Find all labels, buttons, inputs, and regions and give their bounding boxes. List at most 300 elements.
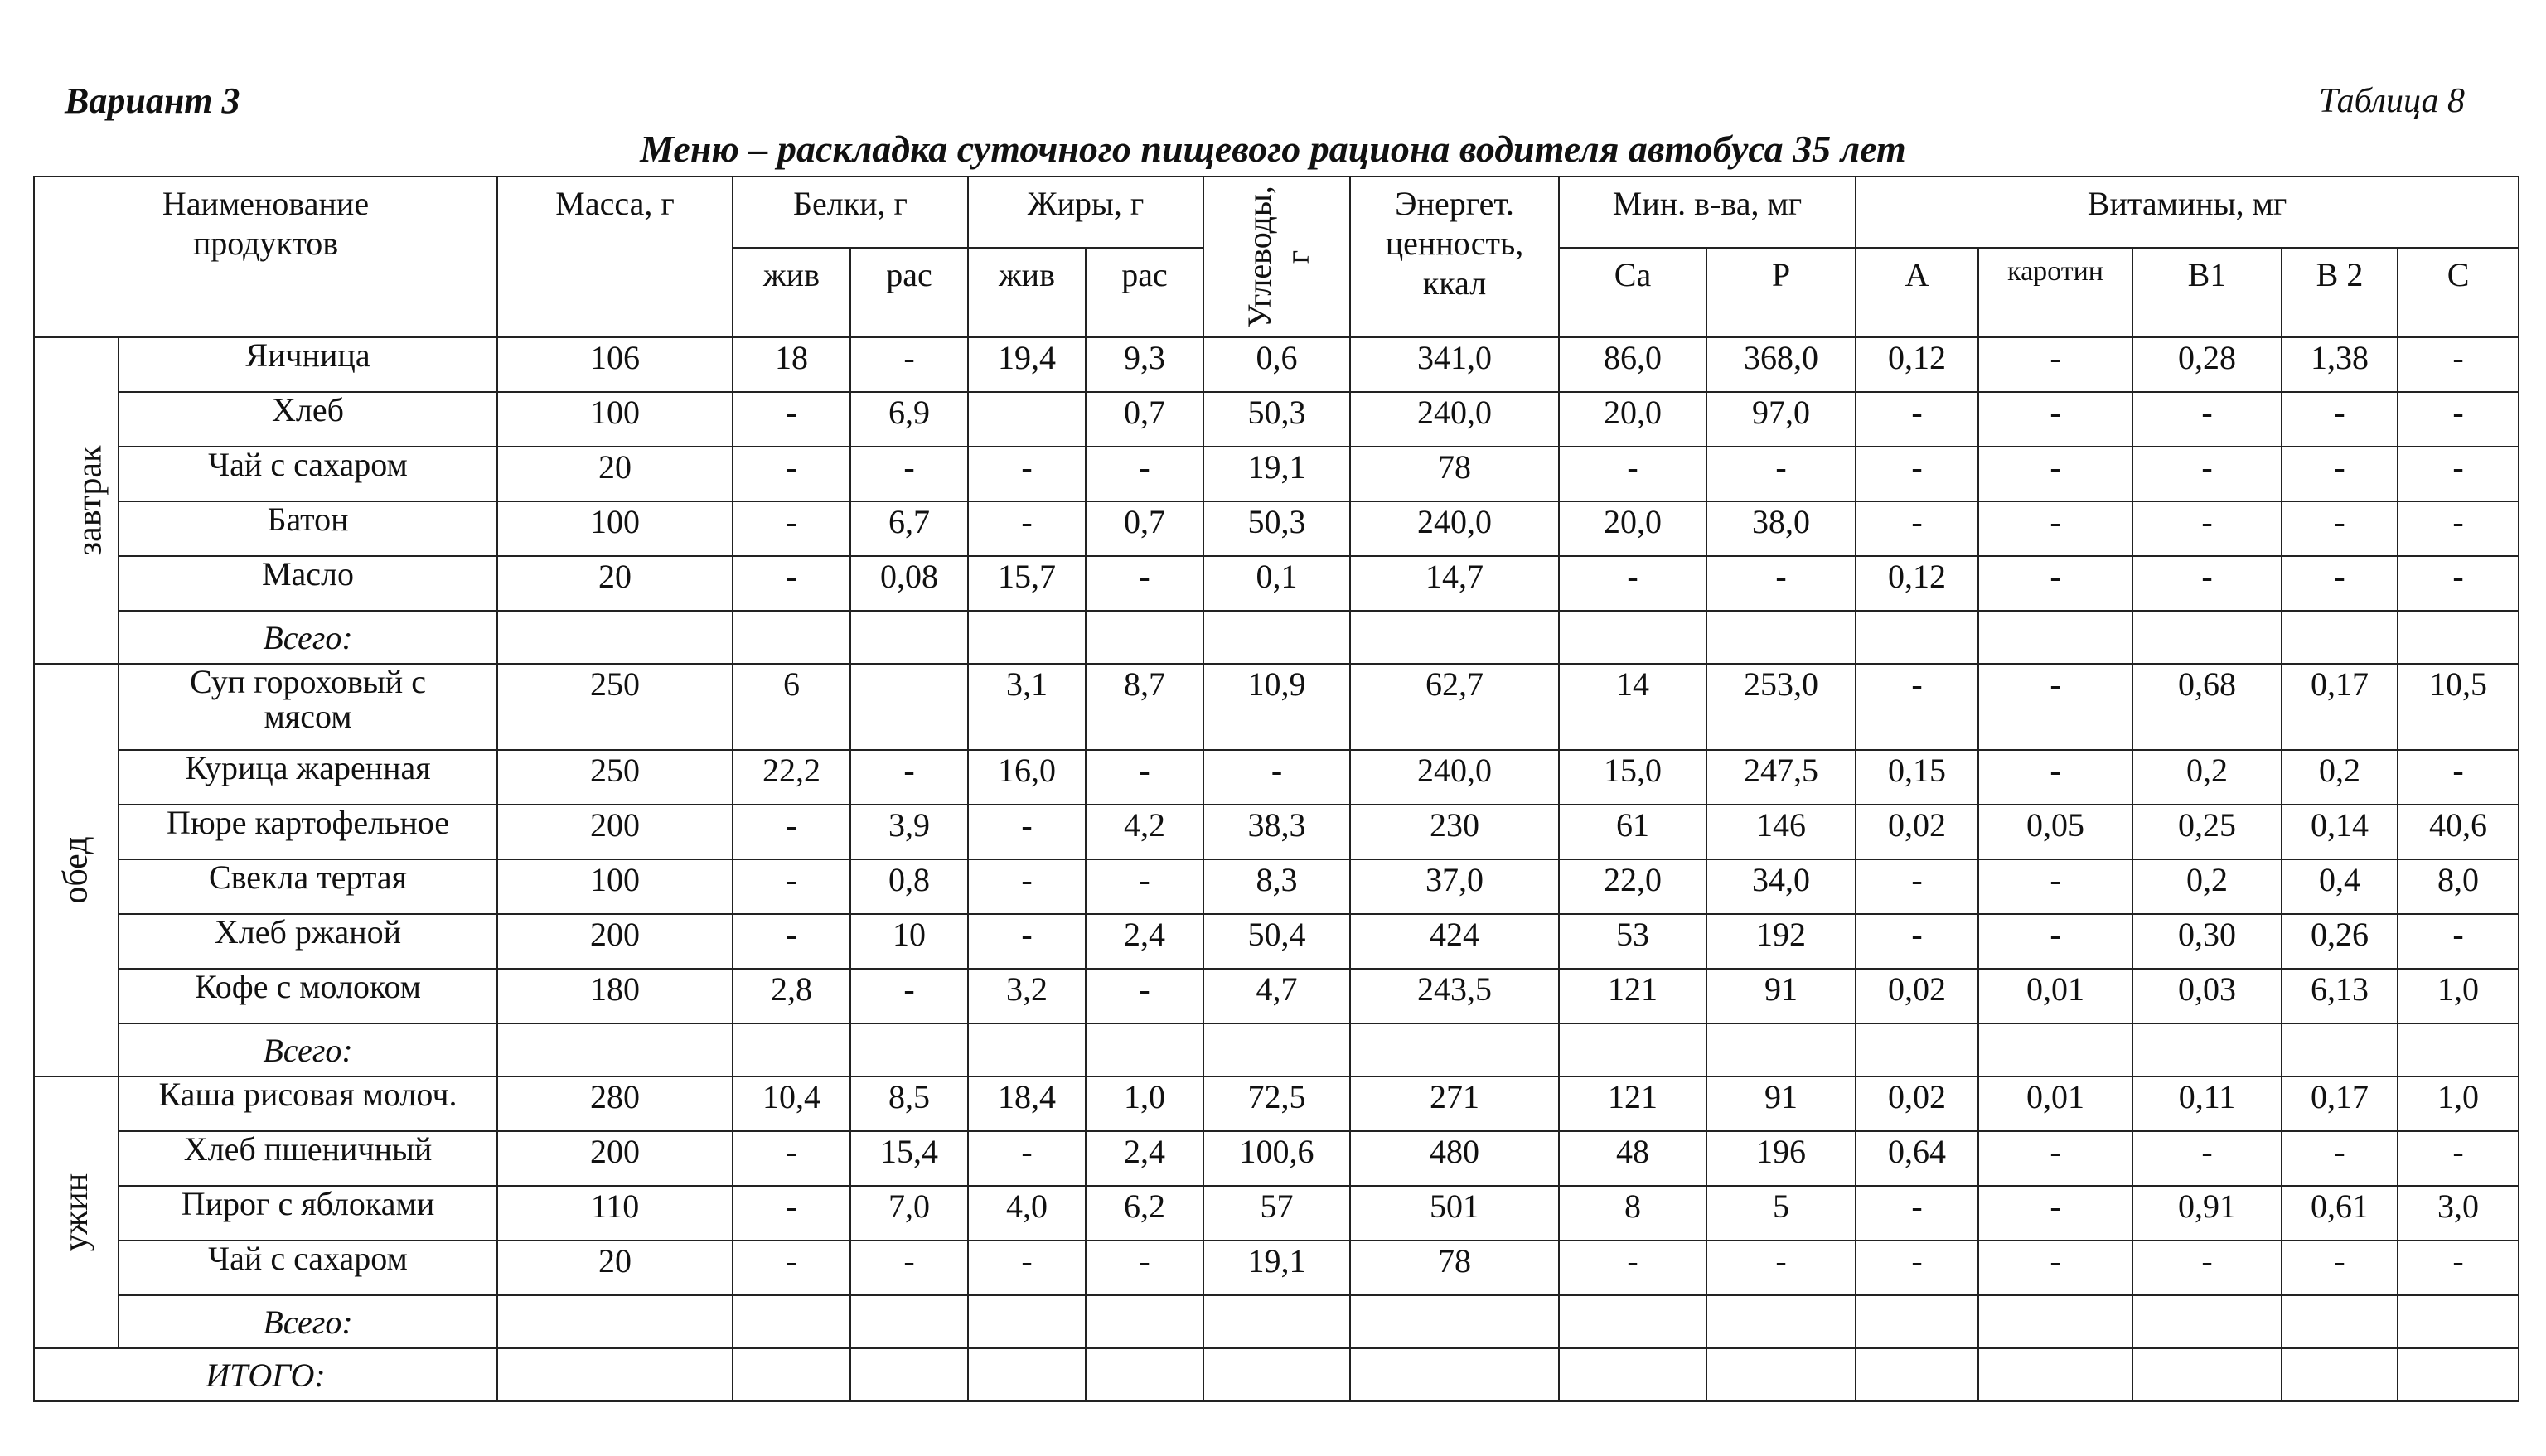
cell-carotene: 0,05 (1978, 805, 2132, 859)
cell-carotene: - (1978, 750, 2132, 805)
product-name: Кофе с молоком (119, 969, 497, 1023)
cell-vit-b1: 0,2 (2132, 750, 2282, 805)
cell-carotene: - (1978, 501, 2132, 556)
subtotal-label: Всего: (119, 1023, 497, 1076)
cell-energy: 37,0 (1350, 859, 1559, 914)
cell-carotene: 0,01 (1978, 1076, 2132, 1131)
product-name: Пюре картофельное (119, 805, 497, 859)
col-mass-header: Масса, г (497, 177, 733, 337)
table-row (34, 805, 2519, 859)
subtotal-cell (1350, 611, 1559, 664)
cell-protein-plant: 3,9 (850, 805, 968, 859)
cell-fat-animal: 3,1 (968, 664, 1086, 750)
cell-vit-b2: 0,2 (2282, 750, 2398, 805)
subtotal-cell (1978, 1023, 2132, 1076)
cell-carotene: - (1978, 337, 2132, 392)
subtotal-cell (850, 611, 968, 664)
cell-mass: 110 (497, 1186, 733, 1241)
cell-carbs: 10,9 (1203, 664, 1350, 750)
grand-total-cell (1978, 1348, 2132, 1401)
cell-vit-a: 0,02 (1856, 1076, 1978, 1131)
subtotal-cell (2398, 611, 2519, 664)
cell-ca: 20,0 (1559, 392, 1706, 447)
cell-energy: 240,0 (1350, 750, 1559, 805)
cell-protein-plant: 0,08 (850, 556, 968, 611)
cell-energy: 78 (1350, 447, 1559, 501)
grand-total-cell (2282, 1348, 2398, 1401)
meal-label (34, 337, 119, 664)
cell-p: 5 (1706, 1186, 1856, 1241)
table-row (34, 664, 2519, 750)
cell-vit-c: - (2398, 1131, 2519, 1186)
subtotal-cell (850, 1023, 968, 1076)
cell-p: - (1706, 1241, 1856, 1295)
product-name: Масло (119, 556, 497, 611)
cell-protein-animal: - (733, 501, 850, 556)
cell-ca: 121 (1559, 969, 1706, 1023)
cell-vit-c: 8,0 (2398, 859, 2519, 914)
cell-mass: 20 (497, 447, 733, 501)
sub-ca: Ca (1559, 248, 1706, 337)
cell-ca: 22,0 (1559, 859, 1706, 914)
grand-total-cell (1706, 1348, 1856, 1401)
product-name: Пирог с яблоками (119, 1186, 497, 1241)
cell-mass: 20 (497, 556, 733, 611)
cell-ca: 8 (1559, 1186, 1706, 1241)
subtotal-cell (1706, 1295, 1856, 1348)
cell-ca: - (1559, 1241, 1706, 1295)
cell-mass: 280 (497, 1076, 733, 1131)
subtotal-cell (2132, 1295, 2282, 1348)
cell-ca: - (1559, 447, 1706, 501)
cell-ca: 15,0 (1559, 750, 1706, 805)
product-name: Чай с сахаром (119, 447, 497, 501)
subtotal-cell (1978, 1295, 2132, 1348)
cell-mass: 200 (497, 1131, 733, 1186)
cell-vit-b2: 0,4 (2282, 859, 2398, 914)
cell-carbs: 50,3 (1203, 501, 1350, 556)
cell-carbs: 50,3 (1203, 392, 1350, 447)
product-name: Чай с сахаром (119, 1241, 497, 1295)
cell-vit-a: - (1856, 859, 1978, 914)
subtotal-cell (2282, 1295, 2398, 1348)
cell-vit-c: 1,0 (2398, 969, 2519, 1023)
table-row (34, 969, 2519, 1023)
table-row (34, 750, 2519, 805)
cell-protein-animal: 10,4 (733, 1076, 850, 1131)
sub-fat-plant: рас (1086, 248, 1203, 337)
cell-fat-plant: - (1086, 1241, 1203, 1295)
cell-p: 146 (1706, 805, 1856, 859)
cell-carbs: 72,5 (1203, 1076, 1350, 1131)
cell-vit-b2: - (2282, 1131, 2398, 1186)
cell-fat-animal: 16,0 (968, 750, 1086, 805)
cell-ca: 14 (1559, 664, 1706, 750)
table-row (34, 859, 2519, 914)
cell-vit-b2: 0,26 (2282, 914, 2398, 969)
table-row (34, 1241, 2519, 1295)
cell-fat-plant: 9,3 (1086, 337, 1203, 392)
sub-protein-plant: рас (850, 248, 968, 337)
product-name: Хлеб (119, 392, 497, 447)
cell-ca: 20,0 (1559, 501, 1706, 556)
cell-protein-animal: - (733, 447, 850, 501)
cell-vit-c: - (2398, 392, 2519, 447)
cell-mass: 100 (497, 859, 733, 914)
subtotal-cell (1203, 1023, 1350, 1076)
cell-vit-b1: 0,2 (2132, 859, 2282, 914)
cell-fat-plant: 6,2 (1086, 1186, 1203, 1241)
cell-energy: 243,5 (1350, 969, 1559, 1023)
cell-fat-animal: - (968, 1131, 1086, 1186)
sub-vit-b2: B 2 (2282, 248, 2398, 337)
cell-vit-b2: 1,38 (2282, 337, 2398, 392)
cell-mass: 100 (497, 392, 733, 447)
subtotal-cell (1350, 1295, 1559, 1348)
product-name: Хлеб пшеничный (119, 1131, 497, 1186)
cell-fat-animal: 18,4 (968, 1076, 1086, 1131)
cell-protein-plant: 10 (850, 914, 968, 969)
subtotal-cell (1559, 611, 1706, 664)
cell-energy: 240,0 (1350, 501, 1559, 556)
subtotal-cell (1350, 1023, 1559, 1076)
table-row (34, 1186, 2519, 1241)
cell-mass: 250 (497, 750, 733, 805)
cell-vit-b2: - (2282, 1241, 2398, 1295)
table-row (34, 337, 2519, 392)
cell-p: - (1706, 447, 1856, 501)
variant-title: Вариант 3 (65, 80, 240, 121)
cell-p: 91 (1706, 1076, 1856, 1131)
cell-protein-plant: 6,9 (850, 392, 968, 447)
col-fat-header: Жиры, г (968, 177, 1203, 248)
subtotal-cell (1856, 1023, 1978, 1076)
product-name: Каша рисовая молоч. (119, 1076, 497, 1131)
cell-fat-plant: 0,7 (1086, 501, 1203, 556)
cell-energy: 62,7 (1350, 664, 1559, 750)
subtotal-cell (1203, 611, 1350, 664)
cell-p: 38,0 (1706, 501, 1856, 556)
subtotal-cell (1978, 611, 2132, 664)
subtotal-cell (733, 1023, 850, 1076)
cell-protein-plant: - (850, 447, 968, 501)
cell-fat-animal (968, 392, 1086, 447)
cell-fat-animal: - (968, 859, 1086, 914)
subtotal-cell (1856, 1295, 1978, 1348)
cell-protein-plant: 6,7 (850, 501, 968, 556)
cell-carotene: - (1978, 664, 2132, 750)
cell-protein-plant (850, 664, 968, 750)
subtotal-cell (2132, 611, 2282, 664)
cell-vit-a: - (1856, 392, 1978, 447)
cell-vit-a: 0,02 (1856, 805, 1978, 859)
cell-p: 91 (1706, 969, 1856, 1023)
cell-mass: 200 (497, 914, 733, 969)
cell-vit-b1: 0,28 (2132, 337, 2282, 392)
cell-mass: 250 (497, 664, 733, 750)
cell-energy: 240,0 (1350, 392, 1559, 447)
cell-vit-a: 0,64 (1856, 1131, 1978, 1186)
subtotal-cell (2282, 611, 2398, 664)
cell-p: 34,0 (1706, 859, 1856, 914)
product-name: Батон (119, 501, 497, 556)
cell-protein-animal: 2,8 (733, 969, 850, 1023)
cell-vit-b2: 0,17 (2282, 664, 2398, 750)
meal-label-text: завтрак (70, 445, 109, 556)
cell-fat-animal: - (968, 447, 1086, 501)
cell-protein-animal: - (733, 859, 850, 914)
subtotal-cell (1086, 611, 1203, 664)
grand-total-cell (2398, 1348, 2519, 1401)
cell-protein-plant: - (850, 1241, 968, 1295)
cell-fat-plant: 0,7 (1086, 392, 1203, 447)
subtotal-label: Всего: (119, 611, 497, 664)
grand-total-cell (1086, 1348, 1203, 1401)
grand-total-label: ИТОГО: (34, 1348, 497, 1401)
cell-vit-a: - (1856, 1241, 1978, 1295)
sub-vit-b1: B1 (2132, 248, 2282, 337)
cell-carotene: - (1978, 1186, 2132, 1241)
cell-vit-b2: 0,14 (2282, 805, 2398, 859)
cell-vit-a: - (1856, 664, 1978, 750)
cell-carbs: 4,7 (1203, 969, 1350, 1023)
cell-fat-plant: - (1086, 750, 1203, 805)
table-row (34, 392, 2519, 447)
cell-vit-b2: 0,17 (2282, 1076, 2398, 1131)
cell-vit-b2: - (2282, 556, 2398, 611)
table-number: Таблица 8 (2318, 82, 2465, 120)
cell-fat-plant: 4,2 (1086, 805, 1203, 859)
subtotal-cell (733, 611, 850, 664)
cell-ca: - (1559, 556, 1706, 611)
cell-mass: 106 (497, 337, 733, 392)
table-header (34, 177, 2519, 337)
subtotal-cell (2132, 1023, 2282, 1076)
product-name: Курица жаренная (119, 750, 497, 805)
cell-mass: 100 (497, 501, 733, 556)
grand-total-row (34, 1348, 2519, 1401)
cell-carbs: 0,1 (1203, 556, 1350, 611)
cell-protein-plant: - (850, 969, 968, 1023)
product-name: Свекла тертая (119, 859, 497, 914)
cell-vit-a: - (1856, 447, 1978, 501)
cell-protein-animal: - (733, 1131, 850, 1186)
cell-vit-a: 0,12 (1856, 556, 1978, 611)
cell-vit-b1: 0,11 (2132, 1076, 2282, 1131)
subtotal-cell (497, 611, 733, 664)
cell-fat-plant: - (1086, 969, 1203, 1023)
grand-total-cell (497, 1348, 733, 1401)
cell-carbs: - (1203, 750, 1350, 805)
cell-carbs: 50,4 (1203, 914, 1350, 969)
cell-vit-b1: 0,68 (2132, 664, 2282, 750)
cell-protein-animal: - (733, 1186, 850, 1241)
cell-protein-animal: 18 (733, 337, 850, 392)
cell-p: 196 (1706, 1131, 1856, 1186)
cell-vit-b1: - (2132, 501, 2282, 556)
cell-vit-b1: 0,03 (2132, 969, 2282, 1023)
cell-fat-animal: 15,7 (968, 556, 1086, 611)
cell-protein-animal: - (733, 1241, 850, 1295)
subtotal-cell (1559, 1023, 1706, 1076)
cell-carotene: - (1978, 447, 2132, 501)
cell-carotene: - (1978, 914, 2132, 969)
cell-vit-b1: - (2132, 447, 2282, 501)
col-vitamins-header: Витамины, мг (1856, 177, 2519, 248)
subtotal-cell (2282, 1023, 2398, 1076)
col-name-header: Наименование продуктов (34, 177, 497, 337)
subtotal-cell (850, 1295, 968, 1348)
cell-p: - (1706, 556, 1856, 611)
cell-protein-animal: - (733, 556, 850, 611)
sub-protein-animal: жив (733, 248, 850, 337)
cell-vit-b1: - (2132, 1241, 2282, 1295)
cell-carbs: 100,6 (1203, 1131, 1350, 1186)
cell-ca: 86,0 (1559, 337, 1706, 392)
cell-protein-plant: 15,4 (850, 1131, 968, 1186)
sub-vit-a: A (1856, 248, 1978, 337)
cell-fat-animal: - (968, 1241, 1086, 1295)
grand-total-cell (1350, 1348, 1559, 1401)
cell-vit-b2: 0,61 (2282, 1186, 2398, 1241)
cell-protein-plant: 0,8 (850, 859, 968, 914)
cell-ca: 48 (1559, 1131, 1706, 1186)
cell-vit-b1: - (2132, 556, 2282, 611)
col-minerals-header: Мин. в-ва, мг (1559, 177, 1856, 248)
cell-carotene: 0,01 (1978, 969, 2132, 1023)
cell-carotene: - (1978, 392, 2132, 447)
subtotal-row (34, 611, 2519, 664)
subtotal-cell (2398, 1023, 2519, 1076)
cell-vit-c: 1,0 (2398, 1076, 2519, 1131)
cell-fat-plant: - (1086, 859, 1203, 914)
cell-fat-plant: 1,0 (1086, 1076, 1203, 1131)
cell-vit-a: 0,12 (1856, 337, 1978, 392)
subtotal-cell (733, 1295, 850, 1348)
cell-protein-plant: 8,5 (850, 1076, 968, 1131)
meal-label-text: ужин (56, 1173, 95, 1252)
cell-p: 192 (1706, 914, 1856, 969)
cell-energy: 14,7 (1350, 556, 1559, 611)
cell-vit-c: - (2398, 501, 2519, 556)
meal-label-text: обед (57, 836, 95, 904)
cell-vit-b2: - (2282, 501, 2398, 556)
sub-p: P (1706, 248, 1856, 337)
cell-mass: 180 (497, 969, 733, 1023)
cell-p: 253,0 (1706, 664, 1856, 750)
col-carbs-header: Углеводы, г (1203, 177, 1350, 337)
grand-total-cell (968, 1348, 1086, 1401)
cell-energy: 341,0 (1350, 337, 1559, 392)
cell-mass: 20 (497, 1241, 733, 1295)
cell-carbs: 0,6 (1203, 337, 1350, 392)
cell-carbs: 57 (1203, 1186, 1350, 1241)
cell-energy: 480 (1350, 1131, 1559, 1186)
col-protein-header: Белки, г (733, 177, 968, 248)
cell-fat-animal: - (968, 914, 1086, 969)
grand-total-cell (850, 1348, 968, 1401)
subtotal-row (34, 1295, 2519, 1348)
cell-protein-animal: - (733, 805, 850, 859)
subtotal-cell (497, 1023, 733, 1076)
cell-mass: 200 (497, 805, 733, 859)
cell-fat-animal: - (968, 501, 1086, 556)
subtotal-cell (497, 1295, 733, 1348)
grand-total-cell (1203, 1348, 1350, 1401)
subtotal-cell (1086, 1295, 1203, 1348)
ration-table (33, 176, 2519, 1402)
cell-protein-animal: - (733, 392, 850, 447)
cell-vit-b2: 6,13 (2282, 969, 2398, 1023)
product-name: Хлеб ржаной (119, 914, 497, 969)
cell-vit-b1: - (2132, 1131, 2282, 1186)
subtotal-cell (1203, 1295, 1350, 1348)
subtotal-cell (2398, 1295, 2519, 1348)
subtotal-cell (968, 1023, 1086, 1076)
cell-vit-c: - (2398, 914, 2519, 969)
cell-p: 97,0 (1706, 392, 1856, 447)
sub-carotene: каротин (1978, 248, 2132, 337)
cell-carbs: 19,1 (1203, 1241, 1350, 1295)
cell-vit-b1: 0,91 (2132, 1186, 2282, 1241)
cell-energy: 78 (1350, 1241, 1559, 1295)
table-row (34, 556, 2519, 611)
table-row (34, 1131, 2519, 1186)
cell-vit-b2: - (2282, 392, 2398, 447)
cell-vit-c: 40,6 (2398, 805, 2519, 859)
cell-vit-c: 3,0 (2398, 1186, 2519, 1241)
cell-vit-b1: 0,25 (2132, 805, 2282, 859)
cell-fat-plant: 2,4 (1086, 914, 1203, 969)
grand-total-cell (1559, 1348, 1706, 1401)
table-row (34, 501, 2519, 556)
product-name: Суп гороховый с мясом (119, 664, 497, 750)
cell-vit-a: - (1856, 1186, 1978, 1241)
cell-vit-a: 0,02 (1856, 969, 1978, 1023)
subtotal-row (34, 1023, 2519, 1076)
subtotal-cell (1706, 1023, 1856, 1076)
cell-vit-b1: 0,30 (2132, 914, 2282, 969)
subtotal-cell (1856, 611, 1978, 664)
cell-fat-animal: 4,0 (968, 1186, 1086, 1241)
subtotal-cell (1706, 611, 1856, 664)
meal-label (34, 1076, 119, 1348)
cell-protein-plant: - (850, 337, 968, 392)
sub-vit-c: C (2398, 248, 2519, 337)
subtotal-cell (1086, 1023, 1203, 1076)
table-row (34, 914, 2519, 969)
grand-total-cell (2132, 1348, 2282, 1401)
cell-carbs: 19,1 (1203, 447, 1350, 501)
cell-fat-plant: - (1086, 556, 1203, 611)
col-energy-header: Энергет. ценность, ккал (1350, 177, 1559, 337)
cell-ca: 53 (1559, 914, 1706, 969)
cell-vit-a: - (1856, 914, 1978, 969)
sub-fat-animal: жив (968, 248, 1086, 337)
cell-fat-plant: 8,7 (1086, 664, 1203, 750)
subtotal-cell (1559, 1295, 1706, 1348)
product-name: Яичница (119, 337, 497, 392)
cell-carotene: - (1978, 1241, 2132, 1295)
cell-vit-c: - (2398, 1241, 2519, 1295)
table-caption: Меню – раскладка суточного пищевого рациона водителя автобуса 35 лет (640, 128, 1906, 170)
cell-protein-animal: 6 (733, 664, 850, 750)
cell-vit-b1: - (2132, 392, 2282, 447)
table-body (34, 337, 2519, 1401)
cell-energy: 501 (1350, 1186, 1559, 1241)
cell-protein-animal: - (733, 914, 850, 969)
cell-vit-b2: - (2282, 447, 2398, 501)
